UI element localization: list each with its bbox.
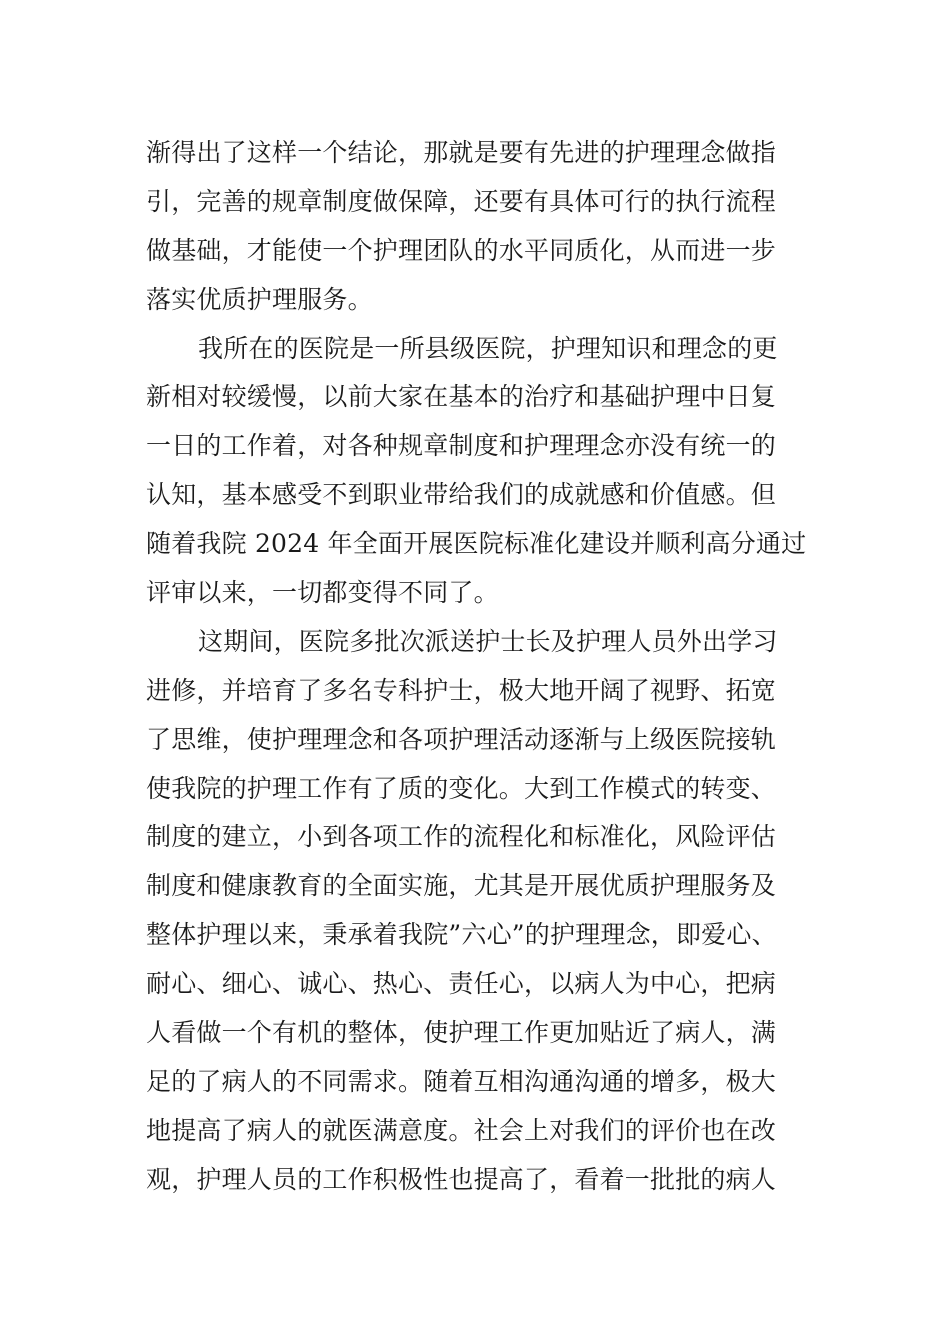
text-line: 整体护理以来，秉承着我院”六心”的护理理念，即爱心、 — [146, 920, 777, 950]
text-line: 新相对较缓慢，以前大家在基本的治疗和基础护理中日复 — [146, 382, 777, 412]
text-line: 我所在的医院是一所县级医院，护理知识和理念的更 — [198, 333, 778, 363]
text-line: 制度和健康教育的全面实施，尤其是开展优质护理服务及 — [146, 871, 777, 901]
text-line: 人看做一个有机的整体，使护理工作更加贴近了病人，满 — [146, 1018, 777, 1048]
text-line: 制度的建立，小到各项工作的流程化和标准化，风险评估 — [146, 822, 777, 852]
text-line: 这期间，医院多批次派送护士长及护理人员外出学习 — [198, 626, 778, 656]
text-line: 观，护理人员的工作积极性也提高了，看着一批批的病人 — [146, 1164, 777, 1194]
text-line: 做基础，才能使一个护理团队的水平同质化，从而进一步 — [146, 235, 777, 265]
text-line: 引，完善的规章制度做保障，还要有具体可行的执行流程 — [146, 186, 777, 216]
text-line: 一日的工作着，对各种规章制度和护理理念亦没有统一的 — [146, 431, 777, 461]
text-line: 地提高了病人的就医满意度。社会上对我们的评价也在改 — [146, 1115, 777, 1145]
text-line: 评审以来，一切都变得不同了。 — [146, 578, 499, 608]
text-line: 耐心、细心、诚心、热心、责任心，以病人为中心，把病 — [146, 969, 777, 999]
text-line: 进修，并培育了多名专科护士，极大地开阔了视野、拓宽 — [146, 675, 777, 705]
text-line: 足的了病人的不同需求。随着互相沟通沟通的增多，极大 — [146, 1066, 777, 1096]
text-line: 使我院的护理工作有了质的变化。大到工作模式的转变、 — [146, 773, 777, 803]
body-text — [146, 129, 846, 1205]
text-line: 落实优质护理服务。 — [146, 284, 373, 314]
text-line: 了思维，使护理理念和各项护理活动逐渐与上级医院接轨 — [146, 724, 777, 754]
text-line: 渐得出了这样一个结论，那就是要有先进的护理理念做指 — [146, 138, 777, 167]
text-line: 认知，基本感受不到职业带给我们的成就感和价值感。但 — [146, 480, 777, 510]
text-line: 随着我院 2024 年全面开展医院标准化建设并顺利高分通过 — [146, 529, 807, 559]
